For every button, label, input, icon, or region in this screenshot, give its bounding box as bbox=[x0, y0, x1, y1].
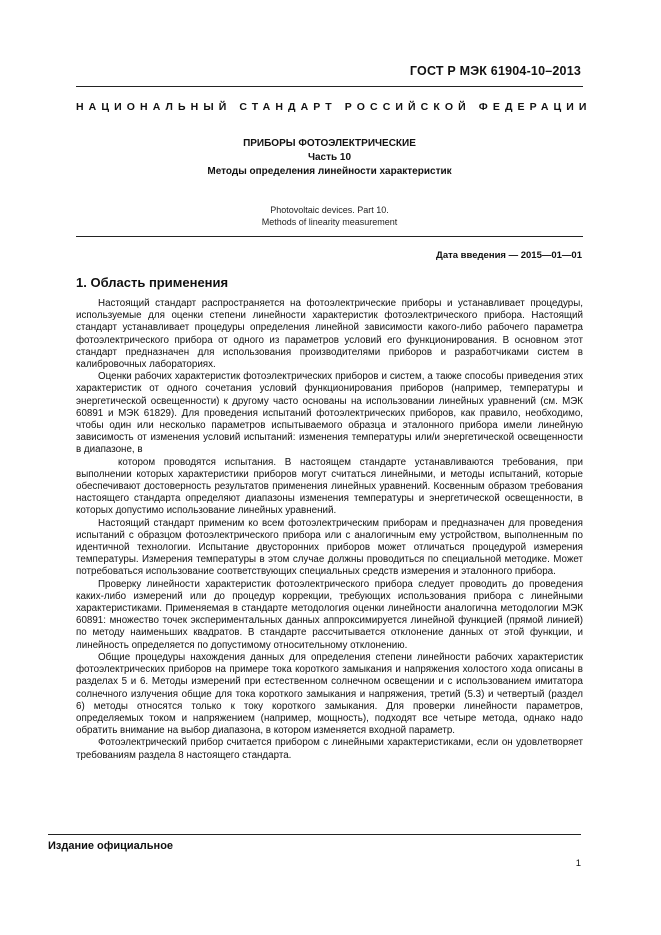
title-line-2: Часть 10 bbox=[307, 152, 352, 163]
english-title-line-2: Methods of linearity measurement bbox=[261, 216, 398, 227]
title-line-1: ПРИБОРЫ ФОТОЭЛЕКТРИЧЕСКИЕ bbox=[243, 138, 416, 149]
paragraph: Общие процедуры нахождения данных для определения степени линейности рабочих характеристик фотоэлектрических приборов на примере тока короткого замыкания и напряжения холостого хода описаны в разделах 5 и 6. Методы измерений при естественном солнечном освещении и с использованием имитатора солнечного излучения общие для тока короткого замыкания и напряжения, третий (5.3) и четвертый (раздел 6) методы относятся только к току короткого замыкания. Для проверки линейности параметров, определяемых током и напряжением (например, мощность), подходят все четыре метода, однако надо обратить внимание на выбор диапазона, в котором изменяется входной параметр. bbox=[76, 651, 583, 737]
standard-title bbox=[76, 137, 583, 179]
national-standard-banner: НАЦИОНАЛЬНЫЙ СТАНДАРТ РОССИЙСКОЙ ФЕДЕРАЦИИ bbox=[76, 101, 592, 113]
page-number: 1 bbox=[575, 858, 581, 869]
footer-divider bbox=[48, 834, 581, 835]
paragraph: котором проводятся испытания. В настоящем стандарте устанавливаются требования, при выполнении которых характеристики приборов могут считаться линейными, и методы испытаний, которые обеспечивают достоверность результатов применения линейных уравнений. Косвенным образом требования настоящего стандарта определяют диапазоны изменения температуры и энергетической освещенности, в которых допустимо использование линейных уравнений. bbox=[76, 456, 583, 517]
english-title-line-1: Photovoltaic devices. Part 10. bbox=[270, 205, 389, 215]
section-heading: 1. Область применения bbox=[76, 275, 229, 290]
section-body bbox=[76, 298, 583, 762]
title-divider bbox=[76, 236, 583, 237]
title-line-3: Методы определения линейности характеристик bbox=[207, 166, 452, 177]
document-id: ГОСТ Р МЭК 61904-10–2013 bbox=[409, 64, 581, 78]
official-edition-label: Издание официальное bbox=[48, 840, 174, 852]
paragraph: Оценки рабочих характеристик фотоэлектрических приборов и систем, а также способы приведения этих характеристик от одного сочетания условий функционирования приборов (например, температуры и энергетической освещенности) к другому часто основаны на использовании линейных уравнений (см. МЭК 60891 и МЭК 61829). Для проведения испытаний фотоэлектрических приборов, как правило, необходимо, чтобы один или несколько параметров испытываемого образца и эталонного прибора имели линейную зависимость от изменения условий испытаний: изменения температуры или/и энергетической освещенности в диапазоне, в bbox=[76, 371, 583, 456]
paragraph: Настоящий стандарт применим ко всем фотоэлектрическим приборам и предназначен для проведения испытаний с образцом фотоэлектрического прибора или с аналогичным ему устройством, выполненным по идентичной технологии. Испытание двусторонних приборов может отличаться процедурой измерения температуры. Измерения температуры в этом случае должны проводиться по специальной методике. Может потребоваться использование соответствующих специальных средств измерения и эталонного прибора. bbox=[76, 517, 583, 578]
paragraph: Настоящий стандарт распространяется на фотоэлектрические приборы и устанавливает процедуры, используемые для оценки степени линейности характеристик фотоэлектрического прибора. Настоящий стандарт устанавливает процедуры определения линейной зависимости какого-либо рабочего параметра фотоэлектрического прибора от одного из параметров условий его функционирования. В основном этот стандарт предназначен для использования производителями приборов и разработчиками систем в калибровочных лабораториях. bbox=[76, 298, 583, 371]
paragraph: Проверку линейности характеристик фотоэлектрического прибора следует проводить до проведения каких-либо измерений или до процедур коррекции, требующих использования прибора с линейными характеристиками. Применяемая в стандарте методология оценки линейности аналогична методологии МЭК 60891: множество точек экспериментальных данных аппроксимируется линейной функцией (прямой линией) по методу наименьших квадратов. В стандарте рассчитывается отклонение данных от этой функции, и линейность определяется по допустимому относительному отклонению. bbox=[76, 578, 583, 651]
introduction-date: Дата введения — 2015—01—01 bbox=[436, 250, 582, 261]
english-title bbox=[76, 205, 583, 228]
top-divider bbox=[76, 86, 583, 87]
paragraph: Фотоэлектрический прибор считается прибором с линейными характеристиками, если он удовлетворяет требованиям раздела 8 настоящего стандарта. bbox=[76, 737, 583, 761]
